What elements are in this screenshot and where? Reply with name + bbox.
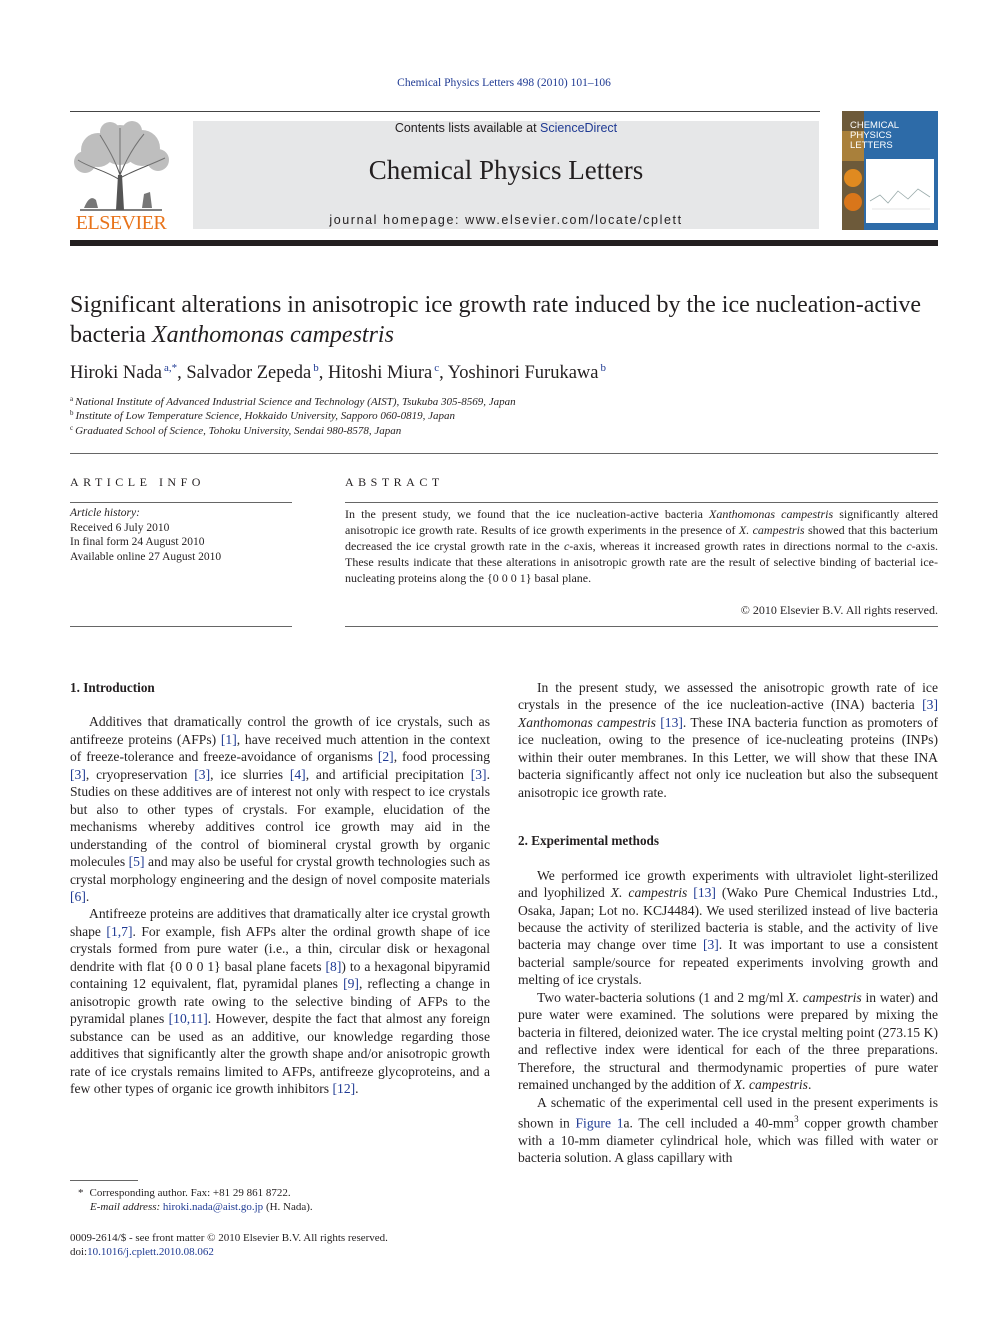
journal-homepage[interactable]: journal homepage: www.elsevier.com/locate/cplett [329, 213, 683, 227]
journal-name: Chemical Physics Letters [368, 155, 644, 185]
reference-link[interactable]: [3] [194, 766, 211, 782]
reference-link[interactable]: [1,7] [106, 923, 133, 939]
author-name[interactable]: Hitoshi Miura [327, 363, 433, 383]
article-history: Article history: Received 6 July 2010 In final form 24 August 2010 Available online 27 August 2010 [70, 507, 222, 563]
reference-link[interactable]: [6] [70, 888, 86, 904]
methods-paragraph-2: Two water-bacteria solutions (1 and 2 mg/ml X. campestris in water) and pure water were examined. The solutions were prepared by mixing the bacteria in filtered, deionized water. The ice crystal melting point (273.15 K) and reflective index were identical for each of the three preparations. Therefore, the structural and thermodynamic properties of pure water remained unchanged by the addition of X. campestris. [518, 989, 938, 1093]
figure-link[interactable]: Figure 1 [575, 1115, 624, 1131]
corresponding-author-note: * Corresponding author. Fax: +81 29 861 8722. [78, 1187, 291, 1199]
author-name[interactable]: Yoshinori Furukawa [447, 363, 599, 383]
journal-citation[interactable]: Chemical Physics Letters 498 (2010) 101–106 [397, 77, 611, 89]
contents-line [193, 121, 819, 135]
methods-paragraph-3: A schematic of the experimental cell used in the present experiments is shown in Figure 1a. The cell included a $40-mm^3$ copper growth chamber with a 10-mm diameter cylindrical hole, which was filled with water or bacteria solution. A glass capillary with [518, 1094, 939, 1166]
body-right-column [518, 679, 938, 1167]
abstract-bottom-rule [345, 626, 938, 627]
issn-line: 0009-2614/$ - see front matter © 2010 Elsevier B.V. All rights reserved. [70, 1232, 388, 1244]
author-affiliation-mark[interactable]: a,* [163, 362, 178, 374]
reference-link[interactable]: [2] [377, 749, 394, 765]
reference-link[interactable]: [4] [289, 766, 306, 782]
reference-link[interactable]: [5] [128, 854, 145, 870]
doi-link[interactable]: 10.1016/j.cplett.2010.08.062 [87, 1246, 214, 1258]
reference-link[interactable]: [3] [922, 697, 938, 713]
intro-paragraph-2: Antifreeze proteins are additives that dramatically alter ice crystal growth shape [1,7]. For example, fish AFPs alter the ordinal growth shape of ice crystals formed from pure water (i.e., a thin, circular disk or hexagonal dendrite with flat {0 0 0 1} basal plane facets [8]) to a hexagonal bipyramid containing 12 equivalent, flat, pyramidal planes [9], reflecting a change in anisotropic growth rate owing to the selective binding of AFPs to the pyramidal planes [10,11]. However, despite the fact that almost any foreign substance can be used as an additive, our knowledge regarding those additives that significantly alter the growth shape and/or anisotropic growth rate of ice crystals remains limited to AFPs, antifreeze glycoproteins, and a few other types of organic ice growth inhibitors [12]. [70, 906, 491, 1096]
elsevier-wordmark: ELSEVIER [75, 212, 167, 234]
reference-link[interactable]: [13] [660, 714, 683, 730]
author-name[interactable]: Hiroki Nada [70, 363, 162, 383]
abstract-copyright: © 2010 Elsevier B.V. All rights reserved. [740, 603, 938, 617]
footnote-rule [70, 1180, 138, 1181]
author-name[interactable]: Salvador Zepeda [186, 363, 312, 383]
reference-link[interactable]: [3] [470, 766, 487, 782]
abstract-rule [345, 502, 938, 503]
email-note: E-mail address: hiroki.nada@aist.go.jp (H. Nada). [90, 1201, 313, 1213]
journal-cover-image [842, 111, 938, 230]
affiliation: $^a$ National Institute of Advanced Industrial Science and Technology (AIST), Tsukuba 305-8569, Japan [70, 395, 516, 408]
cover-title: CHEMICAL PHYSICS LETTERS [850, 120, 900, 151]
article-info-bottom-rule [70, 626, 292, 627]
abstract-label: ABSTRACT [345, 475, 444, 489]
section-heading-methods: 2. Experimental methods [518, 833, 660, 849]
reference-link[interactable]: [1] [220, 731, 237, 747]
reference-link[interactable]: [8] [325, 958, 342, 974]
article-info-rule [70, 502, 292, 503]
article-info-label: ARTICLE INFO [70, 475, 205, 489]
intro-paragraph-1: Additives that dramatically control the growth of ice crystals, such as antifreeze proteins (AFPs) [1], have received much attention in the context of freeze-tolerance and freeze-avoidance of organisms [2], food processing [3], cryopreservation [3], ice slurries [4], and artificial precipitation [3]. Studies on these additives are of interest not only with respect to ice crystals but also to other types of crystals. For example, elucidation of the mechanisms whereby additives control ice growth may aid in the understanding of the control of biomineral crystal growth by organic molecules [5] and may also be useful for crystal growth technologies such as crystal morphology engineering and the design of novel composite materials [6]. [70, 714, 491, 904]
reference-link[interactable]: [9] [343, 976, 359, 992]
author-affiliation-mark[interactable]: b [600, 362, 606, 374]
header-rule [70, 111, 820, 112]
email-link[interactable]: hiroki.nada@aist.go.jp [162, 1201, 264, 1213]
section-divider [70, 453, 938, 454]
methods-paragraph-1: We performed ice growth experiments with ultraviolet light-sterilized and lyophilized X. campestris [13] (Wako Pure Chemical Industries Ltd., Osaka, Japan; Lot no. KCJ4484). We used sterilized instead of live bacteria because the activity of sterilized bacteria is stable, and the activity of live bacteria may change over time [3]. It was important to use a consistent bacterial sample/source for repeated experiments involving growth and melting of ice crystals. [518, 867, 938, 988]
reference-link[interactable]: [13] [693, 885, 716, 901]
section-heading-introduction: 1. Introduction [70, 680, 155, 695]
doi-line: doi:10.1016/j.cplett.2010.08.062 [70, 1246, 214, 1258]
affiliation: $^b$ Institute of Low Temperature Science, Hokkaido University, Sapporo 060-0819, Japan [70, 409, 455, 422]
reference-link[interactable]: [3] [70, 766, 86, 782]
article-title: Significant alterations in anisotropic ice growth rate induced by the ice nucleation-active bacteria Xanthomonas campestris [70, 292, 922, 348]
abstract-text: In the present study, we found that the ice nucleation-active bacteria Xanthomonas campestris significantly altered anisotropic ice growth rate. Results of ice growth experiments in the presence of X. campestris showed that this bacterium decreased the ice crystal growth rate in the c-axis, whereas it increased growth rates in directions normal to the c-axis. These results indicate that these alterations in anisotropic growth rate are the result of selective binding of bacterial ice-nucleating proteins along the {0 0 0 1} basal plane. [345, 507, 938, 585]
body-left-column [70, 679, 490, 1097]
contents-prefix: Contents lists available at [394, 121, 541, 135]
reference-link[interactable]: [3] [702, 937, 719, 953]
header-thick-rule [70, 240, 938, 246]
intro-paragraph-3: In the present study, we assessed the anisotropic growth rate of ice crystals in the presence of the ice nucleation-active (INA) bacteria [3] Xanthomonas campestris [13]. These INA bacteria function as promoters of ice nucleation, owing to the presence of ice-nucleating proteins (INPs) within their outer membranes. In this Letter, we will show that these INA bacteria significantly affect not only ice nucleation but also the subsequent anisotropic ice growth rate. [518, 680, 938, 800]
author-affiliation-mark[interactable]: c [434, 362, 440, 374]
reference-link[interactable]: [12] [332, 1080, 356, 1096]
affiliation: $^c$ Graduated School of Science, Tohoku University, Sendai 980-8578, Japan [70, 424, 402, 437]
author-affiliation-mark[interactable]: b [313, 362, 319, 374]
author-list: Hiroki Nada $^{a,*}$, Salvador Zepeda $^b$, Hitoshi Miura $^c$, Yoshinori Furukawa $^b$ [70, 362, 606, 383]
reference-link[interactable]: [10,11] [168, 1011, 208, 1027]
sciencedirect-link[interactable]: ScienceDirect [540, 121, 618, 135]
